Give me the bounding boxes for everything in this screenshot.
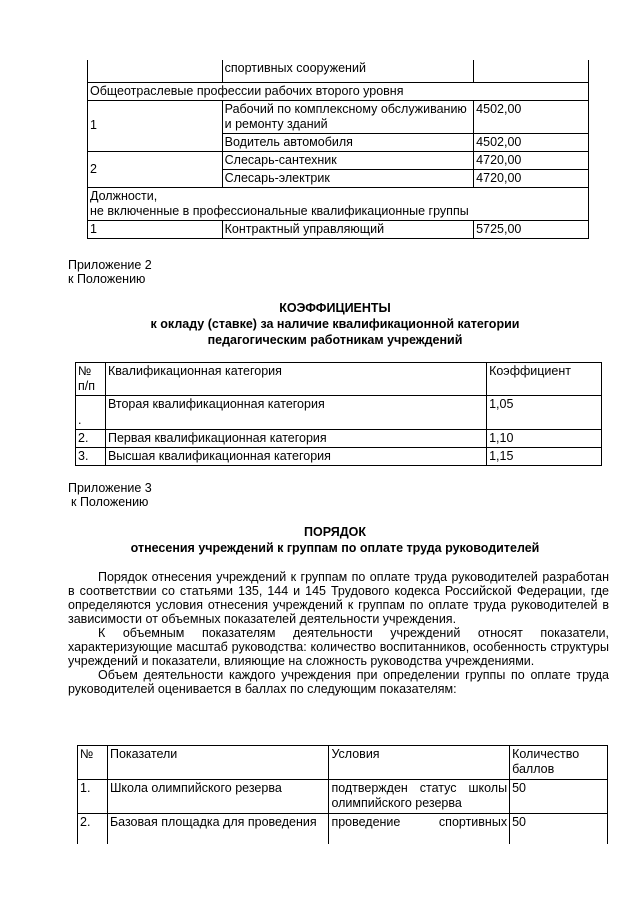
row-number-text: . — [78, 413, 82, 427]
table-cell — [88, 60, 223, 82]
group-header-line: Должности, — [90, 188, 158, 203]
paragraph: Порядок отнесения учреждений к группам по оплате труда руководителей разработан в соответствии со статьями 135, 144 и 145 Трудового кодекса Российской Федерации, где определяются условия отнесения учреждений к группам по оплате труда руководителей в зависимости от объемных показателей деятельности учреждения. — [68, 570, 609, 626]
table-cell: спортивных сооружений — [222, 60, 474, 82]
position-name: Контрактный управляющий — [222, 220, 474, 238]
header-cell: Показатели — [107, 746, 328, 780]
row-number — [76, 396, 106, 430]
category-cell: Вторая квалификационная категория — [105, 396, 486, 430]
category-cell: Первая квалификационная категория — [105, 430, 486, 448]
coefficient-cell: 1,15 — [487, 448, 602, 466]
title-line: ПОРЯДОК — [304, 525, 366, 539]
header-cell: Квалификационная категория — [105, 363, 486, 396]
group-header-line: не включенные в профессиональные квалификационные группы — [90, 203, 469, 218]
level-cell: 2 — [88, 151, 223, 187]
coefficient-cell: 1,05 — [487, 396, 602, 430]
header-cell: Условия — [329, 746, 510, 780]
title-line: КОЭФФИЦИЕНТЫ — [279, 301, 391, 315]
coefficient-table — [75, 362, 602, 466]
appendix-line: Приложение 3 — [68, 481, 152, 495]
score-cell: 50 — [510, 814, 608, 844]
score-cell: 50 — [510, 780, 608, 814]
salary-table — [87, 60, 589, 239]
condition-cell: проведение спортивных — [329, 814, 510, 844]
position-name: Водитель автомобиля — [222, 133, 474, 151]
indicator-cell: Школа олимпийского резерва — [107, 780, 328, 814]
section-title — [60, 300, 610, 348]
appendix-line: к Положению — [71, 495, 149, 509]
body-text — [68, 570, 609, 696]
paragraph: Объем деятельности каждого учреждения при определении группы по оплате труда руководителей оценивается в баллах по следующим показателям: — [68, 668, 609, 696]
position-name: Рабочий по комплексному обслуживанию и ремонту зданий — [222, 100, 474, 133]
appendix-line: Приложение 2 — [68, 258, 152, 272]
subtitle-line: педагогическим работникам учреждений — [207, 333, 463, 347]
indicator-cell: Базовая площадка для проведения — [107, 814, 328, 844]
paragraph: К объемным показателям деятельности учреждений относят показатели, характеризующие масштаб руководства: количество воспитанников, особенность структуры учреждений и показатели, влияющие на сложность руководства учреждениями. — [68, 626, 609, 668]
row-number: 1. — [78, 780, 108, 814]
level-cell: 1 — [88, 220, 223, 238]
header-cell: Количество баллов — [510, 746, 608, 780]
header-cell: № п/п — [76, 363, 106, 396]
condition-cell: подтвержден статус школы олимпийского резерва — [329, 780, 510, 814]
position-name: Слесарь-электрик — [222, 169, 474, 187]
coefficient-cell: 1,10 — [487, 430, 602, 448]
section-title — [60, 524, 610, 556]
appendix-label — [68, 481, 152, 509]
salary-value: 4502,00 — [474, 100, 589, 133]
salary-value: 4720,00 — [474, 169, 589, 187]
salary-value: 4502,00 — [474, 133, 589, 151]
salary-value: 5725,00 — [474, 220, 589, 238]
row-number: 2. — [78, 814, 108, 844]
subtitle-line: к окладу (ставке) за наличие квалификационной категории — [150, 317, 520, 331]
category-cell: Высшая квалификационная категория — [105, 448, 486, 466]
header-cell: № — [78, 746, 108, 780]
row-number: 3. — [76, 448, 106, 466]
appendix-line: к Положению — [68, 272, 146, 286]
group-header: Общеотраслевые профессии рабочих второго уровня — [88, 82, 589, 100]
subtitle-line: отнесения учреждений к группам по оплате труда руководителей — [130, 541, 540, 555]
header-cell: Коэффициент — [487, 363, 602, 396]
level-cell: 1 — [88, 100, 223, 151]
salary-value: 4720,00 — [474, 151, 589, 169]
appendix-label — [68, 258, 152, 286]
indicators-table — [77, 745, 608, 844]
position-name: Слесарь-сантехник — [222, 151, 474, 169]
group-header — [88, 187, 589, 220]
table-cell — [474, 60, 589, 82]
row-number: 2. — [76, 430, 106, 448]
